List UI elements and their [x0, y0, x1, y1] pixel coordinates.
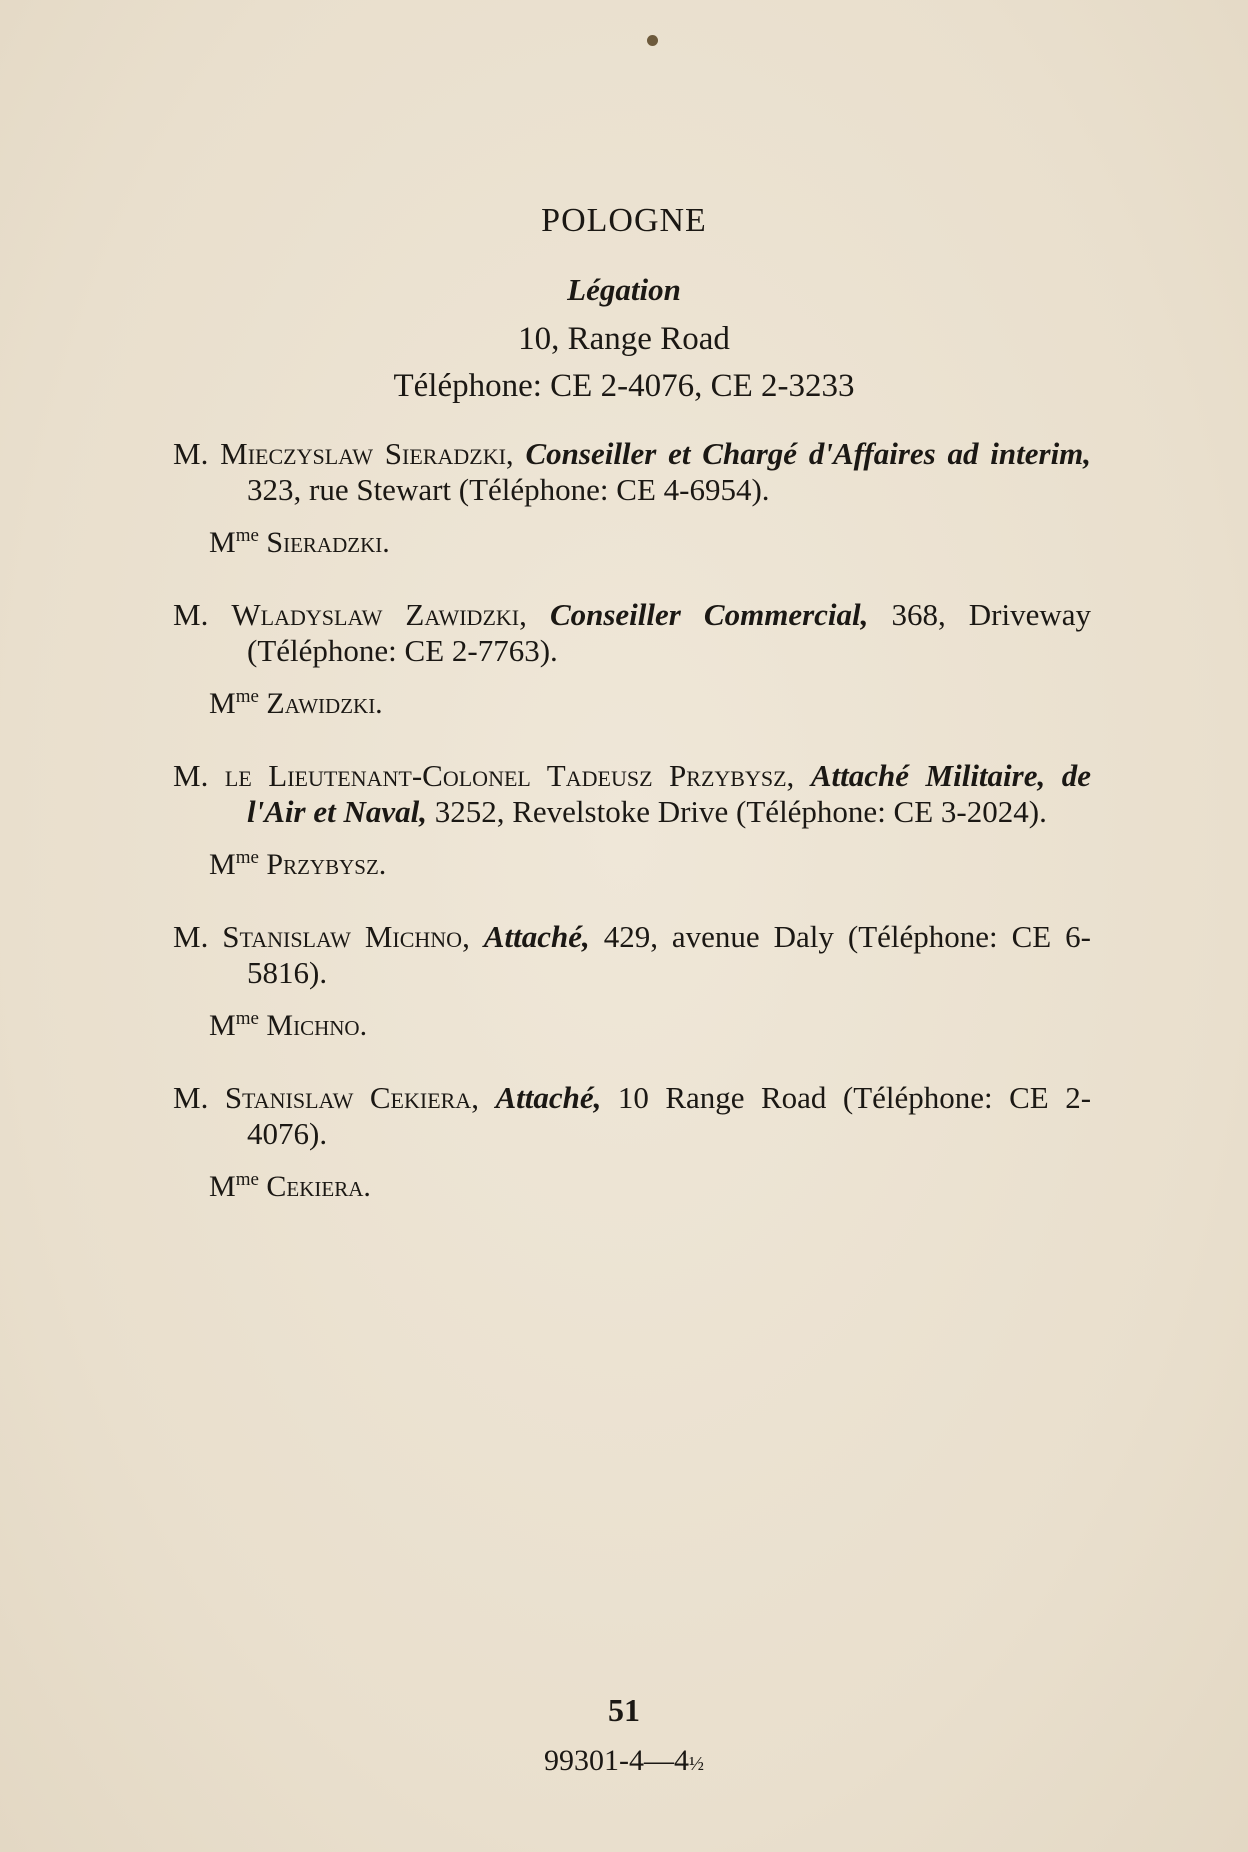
print-code — [0, 1744, 1248, 1778]
entry-name: Wladyslaw Zawidzki, — [231, 597, 527, 632]
spouse-name: Zawidzki. — [266, 687, 383, 720]
print-code-text: 99301-4—4 — [544, 1744, 689, 1777]
country-heading: POLOGNE — [541, 202, 707, 239]
spouse-line — [209, 518, 1091, 561]
entry-prefix: M. — [173, 919, 209, 954]
entry-detail: 323, rue Stewart (Téléphone: CE 4-6954). — [247, 472, 770, 507]
entry-title: Conseiller Commercial, — [549, 597, 869, 632]
spouse-line — [209, 679, 1091, 722]
entry-prefix: M. — [173, 436, 209, 471]
print-code-fraction: ½ — [689, 1753, 704, 1775]
spouse-line — [209, 840, 1091, 883]
staff-entry — [173, 436, 1091, 561]
staff-entry — [173, 597, 1091, 722]
entry-detail: 368, Driveway (Téléphone: CE 2-7763). — [247, 597, 1092, 668]
staff-entry-text — [173, 1080, 1091, 1152]
staff-entry — [173, 919, 1091, 1044]
entry-title: Attaché, — [495, 1080, 602, 1115]
spouse-name: Przybysz. — [266, 848, 387, 881]
spouse-prefix: M — [209, 687, 236, 720]
entry-detail: 3252, Revelstoke Drive (Téléphone: CE 3-2024). — [434, 794, 1047, 829]
spouse-superscript: me — [235, 686, 259, 707]
staff-entry — [173, 1080, 1091, 1205]
spouse-prefix: M — [209, 1170, 236, 1203]
spouse-line — [209, 1162, 1091, 1205]
entry-name: le Lieutenant-Colonel Tadeusz Przybysz, — [224, 758, 795, 793]
staff-entry-text — [173, 758, 1091, 830]
spouse-prefix: M — [209, 1009, 236, 1042]
entry-name: Mieczyslaw Sieradzki, — [220, 436, 514, 471]
staff-entry-text — [173, 597, 1091, 669]
entry-prefix: M. — [173, 1080, 209, 1115]
entry-detail: 10 Range Road (Téléphone: CE 2-4076). — [247, 1080, 1092, 1151]
spouse-name: Sieradzki. — [266, 526, 390, 559]
spouse-superscript: me — [235, 1169, 259, 1190]
entry-name: Stanislaw Michno, — [222, 919, 470, 954]
staff-entry-text — [173, 436, 1091, 508]
spouse-superscript: me — [235, 525, 259, 546]
legation-telephone: Téléphone: CE 2-4076, CE 2-3233 — [393, 368, 855, 404]
entry-title: Attaché Militaire, de l'Air et Naval, — [247, 758, 1092, 829]
entry-name: Stanislaw Cekiera, — [224, 1080, 479, 1115]
spouse-superscript: me — [235, 1008, 259, 1029]
entry-detail: 429, avenue Daly (Téléphone: CE 6-5816). — [247, 919, 1091, 990]
entry-title: Attaché, — [483, 919, 590, 954]
staff-entry — [173, 758, 1091, 883]
spouse-prefix: M — [209, 526, 236, 559]
page-number: 51 — [608, 1692, 640, 1728]
spouse-name: Michno. — [266, 1009, 368, 1042]
entry-prefix: M. — [173, 758, 209, 793]
spouse-superscript: me — [235, 847, 259, 868]
staff-entry-text — [173, 919, 1091, 991]
legation-subheading: Légation — [567, 272, 681, 307]
spouse-prefix: M — [209, 848, 236, 881]
staff-list — [173, 436, 1091, 1241]
spouse-name: Cekiera. — [266, 1170, 371, 1203]
ink-dot — [647, 35, 658, 46]
legation-address: 10, Range Road — [518, 321, 730, 357]
entry-title: Conseiller et Chargé d'Affaires ad interim, — [525, 436, 1092, 471]
entry-prefix: M. — [173, 597, 209, 632]
spouse-line — [209, 1001, 1091, 1044]
